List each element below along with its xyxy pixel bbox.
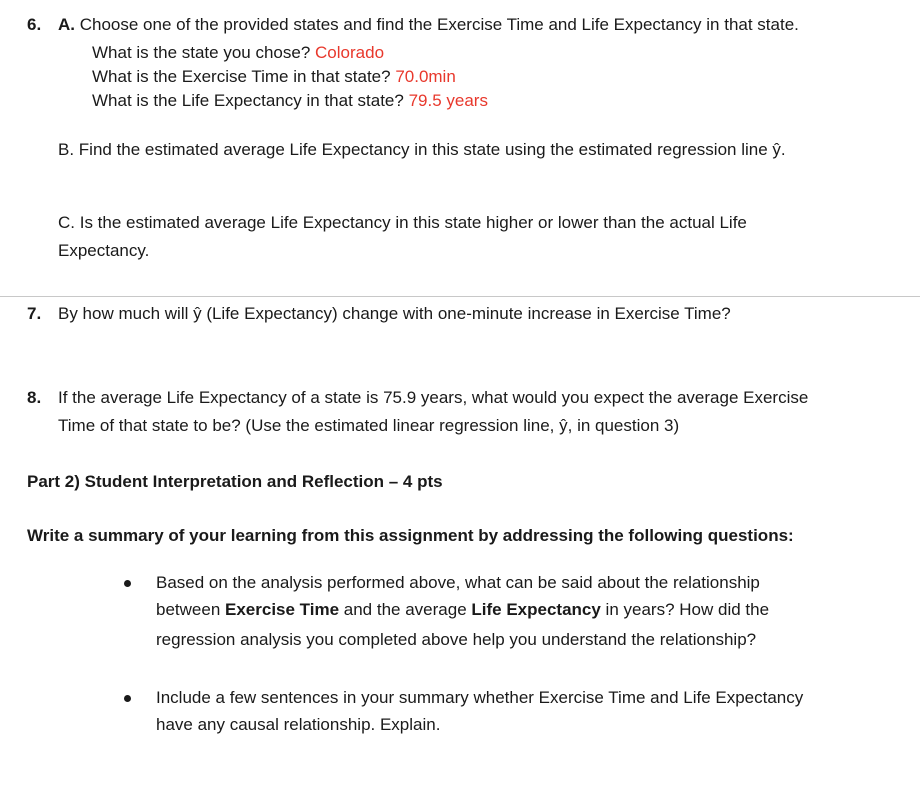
bullet-1-text-c: in years? How did the bbox=[600, 600, 770, 619]
question-6c-line2: Expectancy. bbox=[58, 241, 150, 260]
bullet-1-line2 bbox=[156, 600, 769, 620]
life-expectancy-line bbox=[92, 91, 488, 111]
section-divider bbox=[0, 296, 920, 297]
question-8-number: 8. bbox=[27, 388, 42, 407]
question-8-line2: Time of that state to be? (Use the estimated linear regression line, ŷ, in question 3) bbox=[58, 416, 680, 435]
question-6a-text: Choose one of the provided states and find the Exercise Time and Life Expectancy in that state. bbox=[79, 15, 799, 34]
question-6a-label: A. bbox=[58, 15, 75, 34]
question-6b-text: B. Find the estimated average Life Expectancy in this state using the estimated regression line ŷ. bbox=[58, 140, 786, 159]
bullet-point-1 bbox=[124, 580, 131, 587]
state-line bbox=[92, 43, 384, 63]
bullet-2-line1: Include a few sentences in your summary whether Exercise Time and Life Expectancy bbox=[156, 688, 804, 707]
bullet-2-line2: have any causal relationship. Explain. bbox=[156, 715, 441, 734]
life-expectancy-question: What is the Life Expectancy in that state? bbox=[92, 91, 404, 110]
exercise-question: What is the Exercise Time in that state? bbox=[92, 67, 391, 86]
exercise-line bbox=[92, 67, 456, 87]
bullet-1-text-a: between bbox=[156, 600, 225, 619]
life-expectancy-answer: 79.5 years bbox=[408, 91, 488, 110]
part2-instruction: Write a summary of your learning from this assignment by addressing the following questions: bbox=[27, 526, 794, 545]
question-6c-line1: C. Is the estimated average Life Expectancy in this state higher or lower than the actual Life bbox=[58, 213, 747, 232]
question-8-line1: If the average Life Expectancy of a state is 75.9 years, what would you expect the average Exercise bbox=[58, 388, 809, 407]
bullet-1-line3: regression analysis you completed above help you understand the relationship? bbox=[156, 630, 757, 649]
state-question: What is the state you chose? bbox=[92, 43, 311, 62]
bullet-1-text-b: and the average bbox=[339, 600, 472, 619]
exercise-answer: 70.0min bbox=[395, 67, 456, 86]
question-6a-prompt bbox=[58, 15, 799, 35]
bullet-point-2 bbox=[124, 695, 131, 702]
question-7-number: 7. bbox=[27, 304, 42, 323]
bullet-1-term-life: Life Expectancy bbox=[471, 600, 601, 619]
part2-heading: Part 2) Student Interpretation and Reflection – 4 pts bbox=[27, 472, 443, 491]
question-6-number: 6. bbox=[27, 15, 42, 34]
state-answer: Colorado bbox=[315, 43, 385, 62]
bullet-1-term-exercise: Exercise Time bbox=[225, 600, 340, 619]
question-7-text: By how much will ŷ (Life Expectancy) change with one-minute increase in Exercise Time? bbox=[58, 304, 731, 323]
bullet-1-line1: Based on the analysis performed above, what can be said about the relationship bbox=[156, 573, 760, 592]
